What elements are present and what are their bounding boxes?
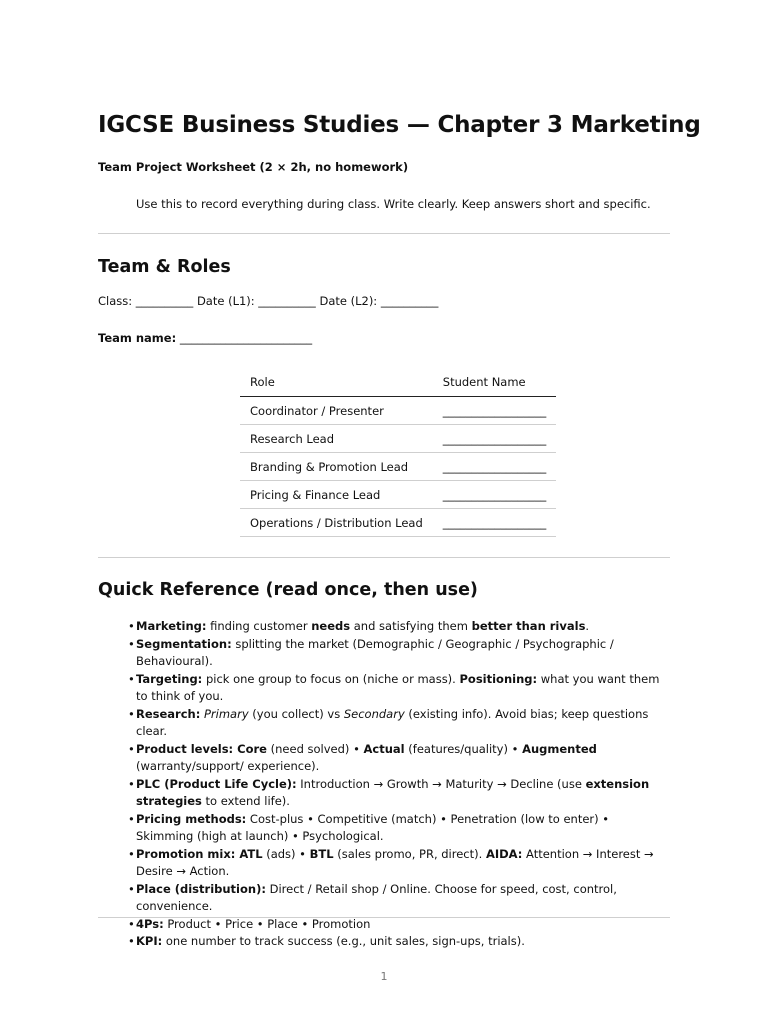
reference-item bbox=[128, 933, 668, 951]
section-divider bbox=[98, 233, 670, 234]
reference-item-text: PLC (Product Life Cycle): bbox=[136, 776, 297, 791]
reference-item-text: KPI: bbox=[136, 934, 163, 948]
role-cell: Pricing & Finance Lead bbox=[240, 481, 433, 509]
reference-item-text: extension strategies bbox=[136, 776, 650, 808]
reference-item-text: Attention → Interest → Desire → Action. bbox=[136, 846, 654, 878]
reference-item-text: (ads) • bbox=[262, 846, 310, 861]
worksheet-subtitle: Team Project Worksheet (2 × 2h, no homework) bbox=[98, 160, 409, 174]
team-name-blank: _______________________ bbox=[176, 331, 313, 345]
reference-item-text: (need solved) • bbox=[266, 741, 364, 756]
student-name-column-header: Student Name bbox=[433, 367, 557, 397]
role-cell: Coordinator / Presenter bbox=[240, 397, 433, 425]
reference-item bbox=[128, 636, 668, 671]
reference-item-text: 4Ps: bbox=[136, 916, 164, 931]
reference-item-text: Targeting: bbox=[136, 671, 203, 686]
reference-item-text: Pricing methods: bbox=[136, 811, 247, 826]
reference-item-text: Augmented bbox=[522, 741, 597, 756]
student-name-blank: __________________ bbox=[433, 425, 557, 453]
roles-table-header bbox=[240, 367, 556, 397]
table-row bbox=[240, 509, 556, 537]
reference-item-text: to extend life). bbox=[201, 794, 290, 808]
class-dates-line: Class: __________ Date (L1): __________ Date (L2): __________ bbox=[98, 294, 439, 308]
reference-item-text: Research: bbox=[136, 706, 201, 721]
reference-item-text: BTL bbox=[309, 846, 334, 861]
reference-item bbox=[128, 741, 668, 776]
table-row bbox=[240, 453, 556, 481]
reference-item bbox=[128, 881, 668, 916]
role-cell: Research Lead bbox=[240, 425, 433, 453]
student-name-blank: __________________ bbox=[433, 453, 557, 481]
reference-item-text: and satisfying them bbox=[350, 619, 472, 633]
reference-item-text: Direct / Retail shop / Online. Choose for speed, cost, control, convenience. bbox=[136, 881, 617, 913]
reference-item bbox=[128, 846, 668, 881]
reference-item-text: . bbox=[585, 619, 590, 633]
reference-item bbox=[128, 776, 668, 811]
reference-item-text: (sales promo, PR, direct). bbox=[333, 846, 486, 861]
reference-item-text: Marketing: bbox=[136, 619, 207, 633]
reference-item-text: AIDA: bbox=[485, 846, 523, 861]
reference-item bbox=[128, 916, 668, 934]
reference-item bbox=[128, 671, 668, 706]
reference-item bbox=[128, 618, 668, 636]
team-name-line bbox=[98, 331, 312, 345]
page-title: IGCSE Business Studies — Chapter 3 Marketing bbox=[98, 112, 701, 138]
reference-item-text: Cost-plus • Competitive (match) • Penetration (low to enter) • Skimming (high at launch) • Psychological. bbox=[136, 811, 610, 843]
team-roles-heading: Team & Roles bbox=[98, 257, 231, 277]
intro-text: Use this to record everything during class. Write clearly. Keep answers short and specific. bbox=[136, 197, 651, 211]
reference-item-text: Positioning: bbox=[459, 671, 538, 686]
reference-item-text: (warranty/support/ experience). bbox=[136, 759, 320, 773]
reference-item-text: finding customer bbox=[206, 619, 312, 633]
table-row bbox=[240, 481, 556, 509]
student-name-blank: __________________ bbox=[433, 481, 557, 509]
role-cell: Operations / Distribution Lead bbox=[240, 509, 433, 537]
section-divider bbox=[98, 917, 670, 918]
page-number: 1 bbox=[380, 970, 388, 983]
table-row bbox=[240, 397, 556, 425]
reference-item-text: Introduction → Growth → Maturity → Decline (use bbox=[296, 776, 586, 791]
reference-item bbox=[128, 706, 668, 741]
role-column-header: Role bbox=[240, 367, 433, 397]
reference-item-text: splitting the market (Demographic / Geographic / Psychographic / Behavioural). bbox=[136, 636, 614, 668]
reference-item-text: one number to track success (e.g., unit sales, sign-ups, trials). bbox=[162, 934, 525, 948]
reference-item-text: Secondary bbox=[343, 706, 405, 721]
reference-item-text: needs bbox=[311, 619, 351, 633]
reference-item-text: Product • Price • Place • Promotion bbox=[163, 916, 371, 931]
reference-item bbox=[128, 811, 668, 846]
reference-item-text: Primary bbox=[204, 706, 249, 721]
reference-item-text: Segmentation: bbox=[136, 636, 232, 651]
role-cell: Branding & Promotion Lead bbox=[240, 453, 433, 481]
reference-item-text: Place (distribution): bbox=[136, 881, 266, 896]
table-row bbox=[240, 425, 556, 453]
reference-item-text: better than rivals bbox=[471, 619, 586, 633]
reference-item-text: (features/quality) • bbox=[404, 741, 523, 756]
student-name-blank: __________________ bbox=[433, 509, 557, 537]
student-name-blank: __________________ bbox=[433, 397, 557, 425]
reference-item-text: Promotion mix: ATL bbox=[136, 846, 263, 861]
reference-item-text: (existing info). Avoid bias; keep questions clear. bbox=[136, 706, 649, 738]
section-divider bbox=[98, 557, 670, 558]
reference-item-text: pick one group to focus on (niche or mass). bbox=[202, 671, 460, 686]
reference-item-text: (you collect) vs bbox=[248, 706, 344, 721]
quick-reference-heading: Quick Reference (read once, then use) bbox=[98, 580, 478, 600]
team-name-label: Team name: bbox=[98, 331, 177, 345]
reference-item-text: Actual bbox=[363, 741, 405, 756]
reference-item-text: Product levels: Core bbox=[136, 741, 267, 756]
roles-table bbox=[240, 367, 556, 537]
quick-reference-list bbox=[128, 618, 668, 951]
reference-item-text: what you want them to think of you. bbox=[136, 671, 660, 703]
